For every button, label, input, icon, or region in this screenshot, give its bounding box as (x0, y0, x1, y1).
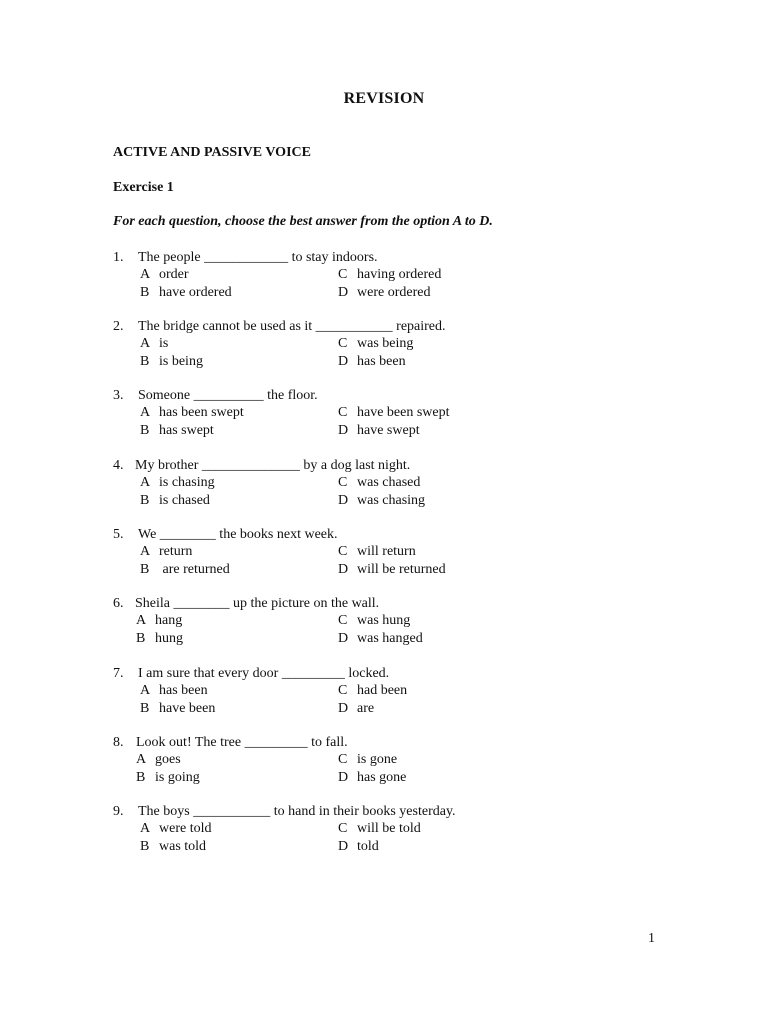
question-text: The people ____________ to stay indoors. (138, 250, 378, 265)
option-c: C will return (338, 544, 416, 560)
question-number: 6. (113, 596, 124, 611)
option-a: A goes (136, 752, 181, 768)
question-number: 2. (113, 319, 124, 334)
question-text: The bridge cannot be used as it ___________ repaired. (138, 319, 446, 334)
question-number: 3. (113, 388, 124, 403)
question-text: We ________ the books next week. (138, 527, 338, 542)
option-c: C was being (338, 336, 414, 352)
option-c: C had been (338, 683, 408, 699)
option-b: B are returned (140, 561, 230, 577)
option-c: C will be told (338, 821, 421, 837)
option-b: B hung (136, 630, 183, 646)
option-a: A were told (140, 821, 212, 837)
option-d: D has gone (338, 769, 407, 785)
instruction-text: For each question, choose the best answer from the option A to D. (113, 214, 493, 229)
option-d: D was hanged (338, 630, 423, 646)
question-8 (113, 734, 673, 786)
section-heading: ACTIVE AND PASSIVE VOICE (113, 145, 311, 160)
option-a: A order (140, 267, 189, 283)
question-5 (113, 526, 673, 578)
question-text: The boys ___________ to hand in their books yesterday. (138, 804, 456, 819)
option-c: C was chased (338, 475, 421, 491)
option-b: B is being (140, 353, 203, 369)
question-6 (113, 595, 673, 647)
question-2 (113, 318, 673, 370)
question-number: 4. (113, 458, 124, 473)
option-d: D told (338, 838, 379, 854)
question-number: 5. (113, 527, 124, 542)
option-d: D are (338, 700, 375, 716)
option-b: B have been (140, 700, 216, 716)
question-4 (113, 457, 673, 509)
question-1 (113, 249, 673, 301)
option-a: A return (140, 544, 193, 560)
option-a: A has been (140, 683, 208, 699)
option-a: A is chasing (140, 475, 215, 491)
question-number: 9. (113, 804, 124, 819)
question-text: My brother ______________ by a dog last night. (135, 458, 411, 473)
question-7 (113, 665, 673, 717)
option-d: D were ordered (338, 284, 431, 300)
option-a: A is (140, 336, 169, 352)
option-a: A has been swept (140, 405, 244, 421)
option-c: C was hung (338, 613, 411, 629)
document-title: REVISION (343, 90, 425, 107)
question-number: 8. (113, 735, 124, 750)
option-b: B have ordered (140, 284, 232, 300)
question-number: 7. (113, 666, 124, 681)
option-a: A hang (136, 613, 183, 629)
question-text: Look out! The tree _________ to fall. (136, 735, 348, 750)
option-b: B is going (136, 769, 200, 785)
question-text: Someone __________ the floor. (138, 388, 318, 403)
question-text: Sheila ________ up the picture on the wall. (135, 596, 380, 611)
question-number: 1. (113, 250, 124, 265)
option-c: C have been swept (338, 405, 450, 421)
option-d: D has been (338, 353, 406, 369)
option-c: C is gone (338, 752, 398, 768)
option-d: D will be returned (338, 561, 446, 577)
option-c: C having ordered (338, 267, 442, 283)
option-d: D was chasing (338, 492, 426, 508)
page-number: 1 (648, 931, 655, 946)
option-b: B was told (140, 838, 207, 854)
option-d: D have swept (338, 422, 420, 438)
option-b: B is chased (140, 492, 210, 508)
question-3 (113, 387, 673, 439)
question-9 (113, 803, 673, 855)
exercise-heading: Exercise 1 (113, 180, 174, 195)
question-text: I am sure that every door _________ locked. (138, 666, 390, 681)
option-b: B has swept (140, 422, 214, 438)
